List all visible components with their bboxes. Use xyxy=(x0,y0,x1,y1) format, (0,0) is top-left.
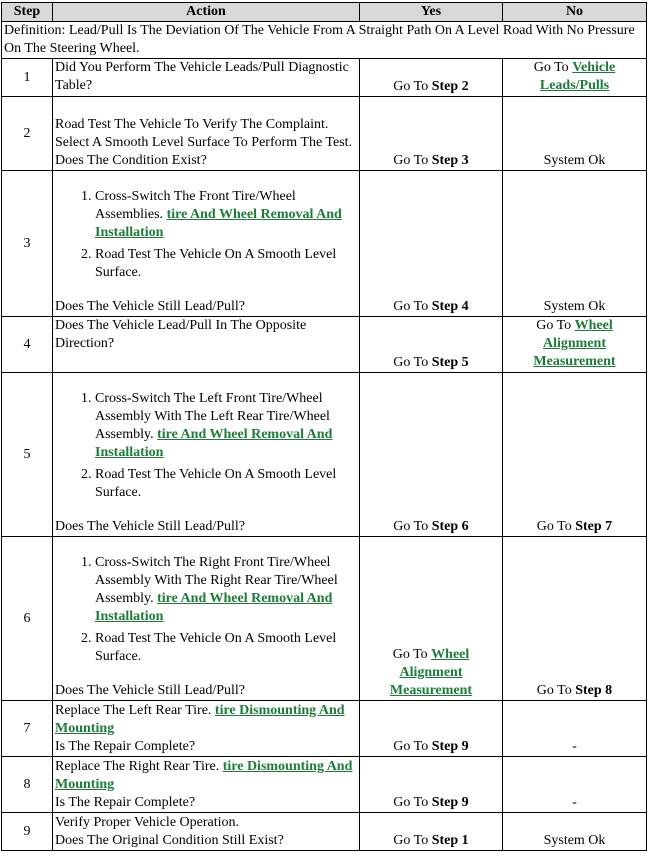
definition-text: Definition: Lead/Pull Is The Deviation Of The Vehicle From A Straight Path On A Level Road With No Pressure On The Steering Wheel. xyxy=(2,22,647,59)
yes-cell xyxy=(360,171,503,317)
header-no: No xyxy=(503,3,647,22)
yes-cell xyxy=(360,757,503,813)
action-text: Replace The Left Rear Tire. xyxy=(55,703,212,718)
list-item xyxy=(95,186,357,244)
action-cell xyxy=(53,373,360,537)
step-number: 6 xyxy=(2,537,53,701)
question-text: Does The Vehicle Still Lead/Pull? xyxy=(55,683,246,698)
no-cell xyxy=(503,59,647,97)
header-yes: Yes xyxy=(360,3,503,22)
step-number: 2 xyxy=(2,97,53,171)
list-item xyxy=(95,628,357,668)
go-to-label: Go To xyxy=(533,60,569,75)
item-text: Cross-Switch The Right Front Tire/Wheel Assembly With The Right Rear Tire/Wheel Assembly. xyxy=(95,555,338,606)
yes-cell xyxy=(360,373,503,537)
yes-step-ref: Step 9 xyxy=(431,739,469,754)
question-text: Is The Repair Complete? xyxy=(55,795,196,810)
go-to-label: Go To xyxy=(393,519,429,534)
go-to-label: Go To xyxy=(536,683,572,698)
header-row xyxy=(2,3,647,22)
table-row xyxy=(2,701,647,757)
action-cell xyxy=(53,757,360,813)
definition-row xyxy=(2,22,647,59)
step-number: 9 xyxy=(2,813,53,851)
no-cell xyxy=(503,537,647,701)
yes-step-ref: Step 1 xyxy=(431,833,469,848)
no-cell xyxy=(503,171,647,317)
procedure-list xyxy=(55,552,357,668)
go-to-label: Go To xyxy=(393,833,429,848)
no-cell xyxy=(503,97,647,171)
no-cell xyxy=(503,757,647,813)
yes-step-ref: Step 4 xyxy=(431,299,469,314)
step-number: 1 xyxy=(2,59,53,97)
question-text: Does The Condition Exist? xyxy=(55,153,207,168)
system-ok-text: System Ok xyxy=(543,153,606,168)
no-step-ref: Step 7 xyxy=(575,519,613,534)
table-row xyxy=(2,813,647,851)
action-text: Does The Vehicle Lead/Pull In The Opposite Direction? xyxy=(55,318,307,351)
go-to-label: Go To xyxy=(393,739,429,754)
step-number: 8 xyxy=(2,757,53,813)
go-to-label: Go To xyxy=(536,519,572,534)
go-to-label: Go To xyxy=(393,355,429,370)
go-to-label: Go To xyxy=(393,153,429,168)
system-ok-text: System Ok xyxy=(543,833,606,848)
go-to-label: Go To xyxy=(392,647,428,662)
question-text: Does The Vehicle Still Lead/Pull? xyxy=(55,519,246,534)
dash-text: - xyxy=(572,795,577,810)
wheel-alignment-link[interactable]: Wheel Alignment Measurement xyxy=(533,318,616,369)
item-text: Cross-Switch The Front Tire/Wheel Assemblies. xyxy=(95,189,296,222)
tire-wheel-removal-link[interactable]: tire And Wheel Removal And Installation xyxy=(95,207,342,240)
action-cell xyxy=(53,701,360,757)
table-row xyxy=(2,537,647,701)
yes-step-ref: Step 5 xyxy=(431,355,469,370)
yes-cell xyxy=(360,59,503,97)
action-cell xyxy=(53,537,360,701)
header-action: Action xyxy=(53,3,360,22)
yes-cell xyxy=(360,813,503,851)
question-text: Does The Original Condition Still Exist? xyxy=(55,833,284,848)
action-text: Verify Proper Vehicle Operation. xyxy=(55,815,240,830)
yes-cell xyxy=(360,537,503,701)
yes-cell xyxy=(360,701,503,757)
procedure-list xyxy=(55,388,357,504)
list-item xyxy=(95,552,357,628)
yes-cell xyxy=(360,317,503,373)
table-row xyxy=(2,59,647,97)
no-cell xyxy=(503,317,647,373)
action-text: Replace The Right Rear Tire. xyxy=(55,759,220,774)
list-item xyxy=(95,388,357,464)
item-text: Road Test The Vehicle On A Smooth Level Surface. xyxy=(95,247,337,280)
question-text: Is The Repair Complete? xyxy=(55,739,196,754)
action-cell xyxy=(53,59,360,97)
item-text: Road Test The Vehicle On A Smooth Level Surface. xyxy=(95,631,337,664)
no-cell xyxy=(503,813,647,851)
step-number: 4 xyxy=(2,317,53,373)
wheel-alignment-link[interactable]: Wheel Alignment Measurement xyxy=(389,647,473,698)
yes-step-ref: Step 3 xyxy=(431,153,469,168)
system-ok-text: System Ok xyxy=(543,299,606,314)
yes-step-ref: Step 2 xyxy=(431,79,469,94)
tire-dismounting-link[interactable]: tire Dismounting And Mounting xyxy=(55,759,353,792)
go-to-label: Go To xyxy=(393,79,429,94)
question-text: Does The Vehicle Still Lead/Pull? xyxy=(55,299,246,314)
procedure-list xyxy=(55,186,357,284)
table-row xyxy=(2,317,647,373)
action-cell xyxy=(53,171,360,317)
yes-step-ref: Step 9 xyxy=(431,795,469,810)
tire-wheel-removal-link[interactable]: tire And Wheel Removal And Installation xyxy=(95,591,333,624)
go-to-label: Go To xyxy=(393,299,429,314)
table-row xyxy=(2,171,647,317)
no-cell xyxy=(503,373,647,537)
tire-dismounting-link[interactable]: tire Dismounting And Mounting xyxy=(55,703,345,736)
list-item xyxy=(95,244,357,284)
header-step: Step xyxy=(2,3,53,22)
no-step-ref: Step 8 xyxy=(575,683,613,698)
step-number: 3 xyxy=(2,171,53,317)
list-item xyxy=(95,464,357,504)
action-cell xyxy=(53,97,360,171)
action-text: Road Test The Vehicle To Verify The Complaint. Select A Smooth Level Surface To Perform The Test. xyxy=(55,117,353,150)
dash-text: - xyxy=(572,739,577,754)
table-row xyxy=(2,97,647,171)
step-number: 7 xyxy=(2,701,53,757)
tire-wheel-removal-link[interactable]: tire And Wheel Removal And Installation xyxy=(95,427,333,460)
yes-cell xyxy=(360,97,503,171)
item-text: Road Test The Vehicle On A Smooth Level Surface. xyxy=(95,467,337,500)
go-to-label: Go To xyxy=(536,318,572,333)
action-text: Did You Perform The Vehicle Leads/Pull Diagnostic Table? xyxy=(55,60,349,93)
yes-step-ref: Step 6 xyxy=(431,519,469,534)
diagnostic-table xyxy=(1,2,647,851)
action-cell xyxy=(53,813,360,851)
item-text: Cross-Switch The Left Front Tire/Wheel Assembly With The Left Rear Tire/Wheel Assembly. xyxy=(95,391,330,442)
step-number: 5 xyxy=(2,373,53,537)
table-row xyxy=(2,373,647,537)
go-to-label: Go To xyxy=(393,795,429,810)
action-cell xyxy=(53,317,360,373)
vehicle-leads-pulls-link[interactable]: Vehicle Leads/Pulls xyxy=(539,60,616,93)
table-row xyxy=(2,757,647,813)
no-cell xyxy=(503,701,647,757)
